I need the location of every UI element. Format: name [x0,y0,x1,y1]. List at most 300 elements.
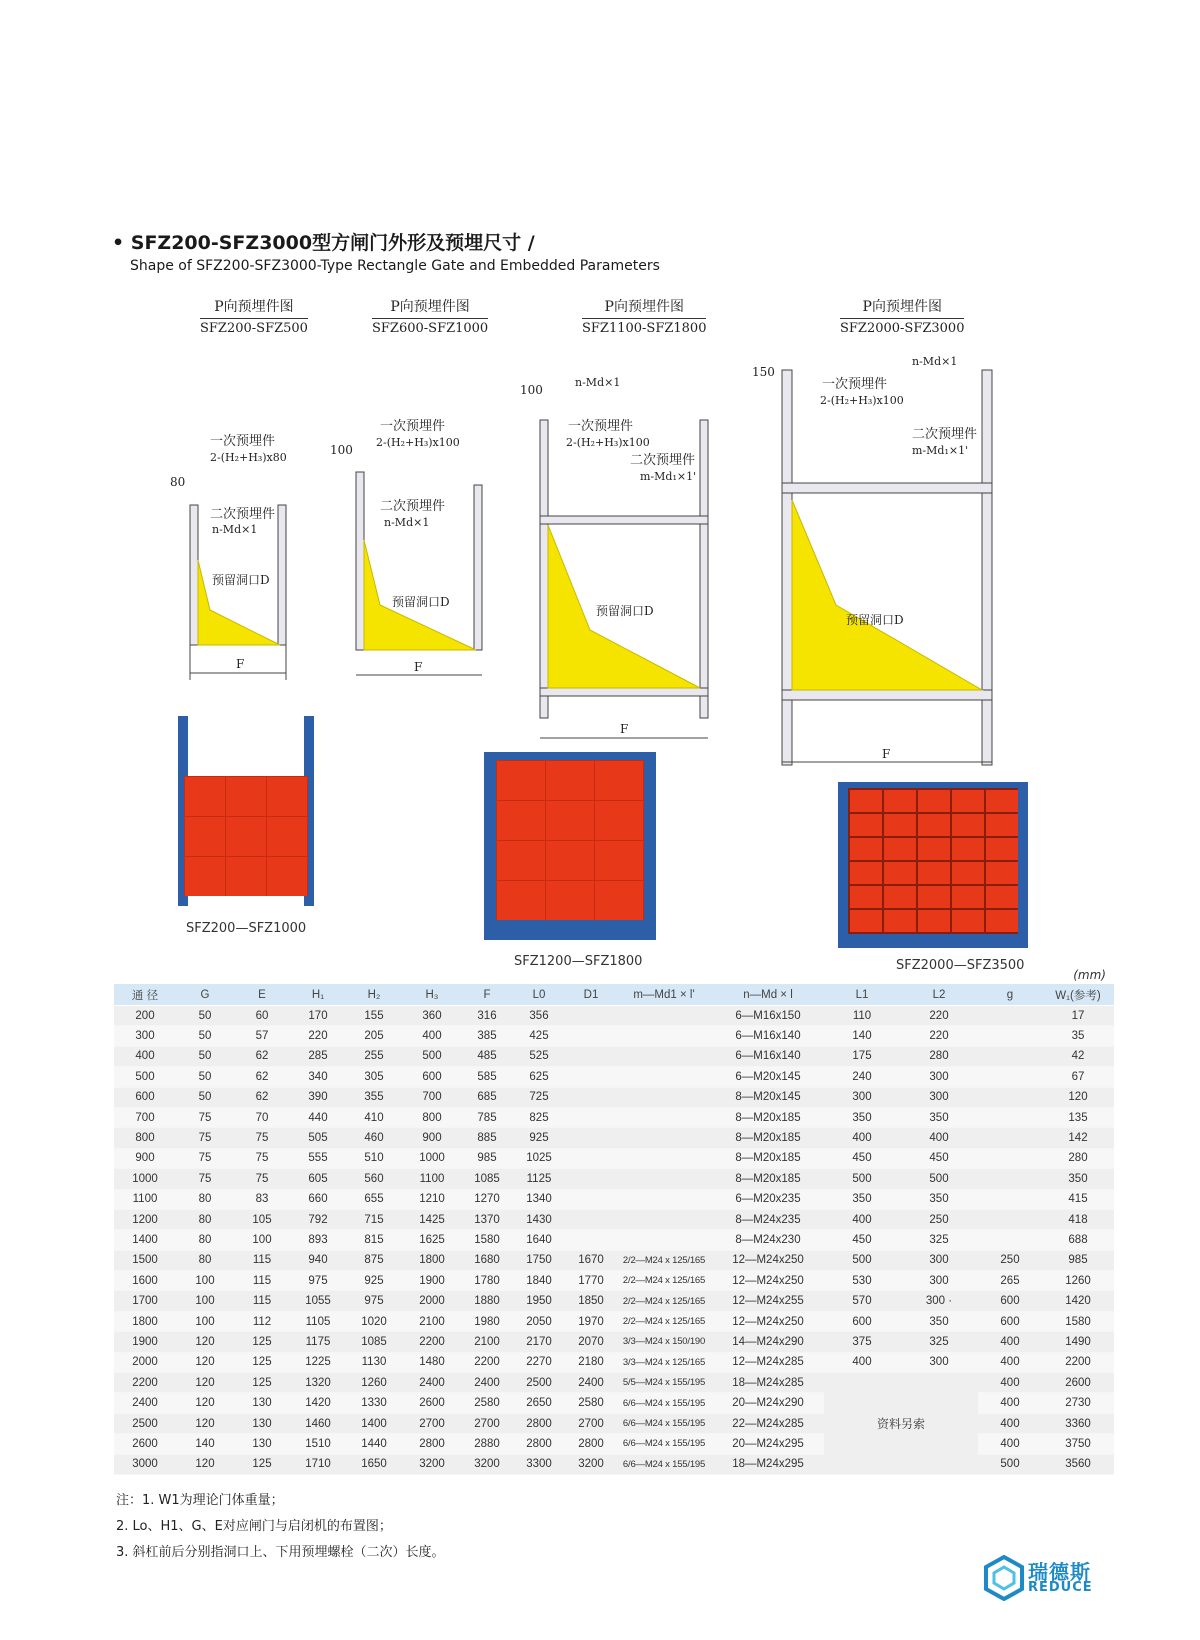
table-cell: 1055 [290,1291,346,1311]
table-cell: 715 [346,1209,402,1229]
table-cell: 50 [176,1046,234,1066]
drawing-title-2: P向预埋件图 SFZ600-SFZ1000 [372,296,488,336]
table-cell: 250 [978,1250,1042,1270]
table-cell: 900 [114,1148,176,1168]
table-cell: 300 [114,1026,176,1046]
table-cell: 75 [234,1169,290,1189]
table-cell: 17 [1042,1006,1114,1026]
gate-photo-3 [838,782,1028,948]
table-cell: 2500 [114,1413,176,1433]
col-header: E [234,984,290,1006]
col-header: F [462,984,512,1006]
table-cell: 1490 [1042,1332,1114,1352]
table-cell: 1200 [114,1209,176,1229]
table-cell: 300 [900,1250,978,1270]
table-row [114,1311,1114,1331]
table-cell: 3300 [512,1454,566,1474]
table-cell: 385 [462,1026,512,1046]
table-cell: 1420 [1042,1291,1114,1311]
table-cell: 1780 [462,1271,512,1291]
table-cell: 75 [176,1107,234,1127]
table-cell: 3200 [462,1454,512,1474]
note-3: 3. 斜杠前后分别指洞口上、下用预埋螺栓（二次）长度。 [116,1545,445,1560]
table-cell [616,1169,712,1189]
table-cell: 1580 [1042,1311,1114,1331]
table-cell: 120 [176,1454,234,1474]
table-cell: 415 [1042,1189,1114,1209]
table-cell: 62 [234,1046,290,1066]
table-cell: 700 [402,1087,462,1107]
table-cell: 1020 [346,1311,402,1331]
table-cell: 1270 [462,1189,512,1209]
table-cell: 2400 [566,1373,616,1393]
table-cell: 2180 [566,1352,616,1372]
table-cell: 205 [346,1026,402,1046]
table-cell [566,1169,616,1189]
table-cell [978,1067,1042,1087]
table-cell: 600 [978,1291,1042,1311]
table-cell: 140 [824,1026,900,1046]
table-cell: 35 [1042,1026,1114,1046]
table-cell: 12—M24x250 [712,1250,824,1270]
table-row [114,1271,1114,1291]
embedded-drawings [0,340,1200,780]
table-cell: 450 [900,1148,978,1168]
table-cell: 400 [824,1209,900,1229]
table-row [114,1332,1114,1352]
table-cell: 120 [176,1332,234,1352]
table-cell: 1880 [462,1291,512,1311]
table-cell: 280 [900,1046,978,1066]
table-cell: 8—M20x185 [712,1107,824,1127]
table-cell: 115 [234,1291,290,1311]
table-cell: 115 [234,1250,290,1270]
svg-text:n-Md×1: n-Md×1 [575,376,621,389]
svg-text:n-Md×1: n-Md×1 [212,523,258,536]
table-row [114,1189,1114,1209]
table-cell: 1640 [512,1230,566,1250]
table-cell: 60 [234,1006,290,1026]
unit-label: (mm) [1073,968,1106,982]
table-cell: 280 [1042,1148,1114,1168]
table-cell: 1625 [402,1230,462,1250]
table-cell: 985 [1042,1250,1114,1270]
table-cell: 170 [290,1006,346,1026]
table-cell: 140 [176,1434,234,1454]
table-cell: 3750 [1042,1434,1114,1454]
gate-photo-1 [178,716,314,906]
table-cell: 240 [824,1067,900,1087]
table-cell: 800 [114,1128,176,1148]
col-header: g [978,984,1042,1006]
table-cell [978,1026,1042,1046]
table-cell: 8—M24x230 [712,1230,824,1250]
table-cell [978,1006,1042,1026]
table-cell: 1900 [402,1271,462,1291]
table-cell: 5/5—M24 x 155/195 [616,1373,712,1393]
table-cell: 75 [176,1128,234,1148]
table-cell [566,1087,616,1107]
table-cell: 8—M20x185 [712,1128,824,1148]
table-cell: 1000 [402,1148,462,1168]
table-cell: 2400 [462,1373,512,1393]
table-cell: 625 [512,1067,566,1087]
table-cell: 1085 [346,1332,402,1352]
svg-text:预留洞口D: 预留洞口D [846,613,904,627]
frame-post-left-3 [540,420,548,718]
table-cell: 6—M20x235 [712,1189,824,1209]
table-cell: 1025 [512,1148,566,1168]
table-cell: 975 [290,1271,346,1291]
table-cell: 585 [462,1067,512,1087]
svg-text:n-Md×1: n-Md×1 [384,516,430,529]
table-cell: 8—M24x235 [712,1209,824,1229]
table-cell: 1260 [346,1373,402,1393]
table-cell: 1225 [290,1352,346,1372]
table-cell: 300 [900,1352,978,1372]
table-cell: 1950 [512,1291,566,1311]
table-cell: 6/6—M24 x 155/195 [616,1454,712,1474]
table-cell: 220 [290,1026,346,1046]
table-cell: 1175 [290,1332,346,1352]
svg-text:80: 80 [170,475,186,489]
table-cell: 2050 [512,1311,566,1331]
table-row [114,1087,1114,1107]
table-cell: 2270 [512,1352,566,1372]
table-cell [616,1006,712,1026]
table-cell: 1750 [512,1250,566,1270]
table-cell: 2800 [512,1413,566,1433]
table-cell: 1125 [512,1169,566,1189]
table-cell: 200 [114,1006,176,1026]
table-cell: 500 [114,1067,176,1087]
table-cell: 6—M16x140 [712,1046,824,1066]
table-header-row [114,984,1114,1006]
table-cell: 135 [1042,1107,1114,1127]
table-cell [566,1006,616,1026]
table-cell: 1460 [290,1413,346,1433]
col-header: D1 [566,984,616,1006]
table-cell: 12—M24x255 [712,1291,824,1311]
table-cell [978,1209,1042,1229]
table-cell: 1670 [566,1250,616,1270]
table-cell: 300 [900,1087,978,1107]
table-cell: 3/3—M24 x 150/190 [616,1332,712,1352]
table-cell: 305 [346,1067,402,1087]
table-cell: 1210 [402,1189,462,1209]
table-cell: 1480 [402,1352,462,1372]
table-cell: 80 [176,1189,234,1209]
table-cell: 12—M24x250 [712,1311,824,1331]
table-row [114,1169,1114,1189]
table-cell: 525 [512,1046,566,1066]
table-cell: 2600 [1042,1373,1114,1393]
brand-name-en: REDUCE [1028,1580,1093,1595]
table-cell [616,1026,712,1046]
table-row [114,1373,1114,1393]
table-cell: 1100 [402,1169,462,1189]
frame-post-left-4 [782,370,792,765]
table-cell: 400 [978,1373,1042,1393]
table-cell: 6—M16x140 [712,1026,824,1046]
table-row [114,1107,1114,1127]
table-cell: 325 [900,1230,978,1250]
table-cell: 18—M24x285 [712,1373,824,1393]
table-cell: 1710 [290,1454,346,1474]
table-cell: 1330 [346,1393,402,1413]
merged-note-cell: 资料另索 [824,1373,978,1475]
label-primary-4: 一次预埋件 [822,377,888,392]
table-row [114,1006,1114,1026]
table-cell: 8—M20x145 [712,1087,824,1107]
table-cell: 2200 [1042,1352,1114,1372]
col-header: 通 径 [114,984,176,1006]
table-cell: 700 [114,1107,176,1127]
table-cell [616,1209,712,1229]
table-cell: 505 [290,1128,346,1148]
table-cell [566,1209,616,1229]
table-cell: 100 [176,1311,234,1331]
table-cell: 460 [346,1128,402,1148]
table-cell: 1340 [512,1189,566,1209]
col-header: W₁(参考) [1042,984,1114,1006]
table-cell [616,1230,712,1250]
table-cell: 500 [900,1169,978,1189]
col-header: m—Md1 × l' [616,984,712,1006]
table-cell: 660 [290,1189,346,1209]
table-cell: 80 [176,1230,234,1250]
table-cell: 120 [176,1373,234,1393]
svg-text:m-Md₁×1': m-Md₁×1' [640,470,697,483]
col-header: L1 [824,984,900,1006]
table-cell: 120 [176,1393,234,1413]
table-cell: 50 [176,1067,234,1087]
col-header: L0 [512,984,566,1006]
table-cell [566,1067,616,1087]
table-cell: 2730 [1042,1393,1114,1413]
table-row [114,1148,1114,1168]
table-cell: 1105 [290,1311,346,1331]
table-cell: 20—M24x295 [712,1434,824,1454]
table-cell: 6/6—M24 x 155/195 [616,1413,712,1433]
table-cell: 12—M24x250 [712,1271,824,1291]
table-cell: 570 [824,1291,900,1311]
svg-text:预留洞口D: 预留洞口D [212,573,270,587]
table-cell: 400 [978,1332,1042,1352]
table-cell: 1580 [462,1230,512,1250]
table-cell: 1000 [114,1169,176,1189]
table-row [114,1026,1114,1046]
table-cell: 2700 [402,1413,462,1433]
table-cell: 350 [824,1189,900,1209]
table-cell: 120 [176,1352,234,1372]
table-cell: 62 [234,1087,290,1107]
table-cell: 2000 [114,1352,176,1372]
table-cell [566,1107,616,1127]
drawing-title-4: P向预埋件图 SFZ2000-SFZ3000 [840,296,964,336]
table-cell: 220 [900,1026,978,1046]
table-cell: 2100 [462,1332,512,1352]
table-cell: 440 [290,1107,346,1127]
table-cell [616,1046,712,1066]
table-cell: 1370 [462,1209,512,1229]
frame-post-right-2 [474,485,482,650]
table-cell [978,1046,1042,1066]
photo-caption-3: SFZ2000—SFZ3500 [896,958,1025,973]
table-cell: 1980 [462,1311,512,1331]
table-cell [566,1046,616,1066]
table-cell: 2800 [402,1434,462,1454]
table-cell: 1440 [346,1434,402,1454]
table-cell: 70 [234,1107,290,1127]
table-cell [616,1189,712,1209]
table-cell: 83 [234,1189,290,1209]
table-cell: 1840 [512,1271,566,1291]
table-cell [566,1189,616,1209]
table-cell: 1425 [402,1209,462,1229]
table-cell: 175 [824,1046,900,1066]
table-cell: 885 [462,1128,512,1148]
svg-text:2-(H₂+H₃)x100: 2-(H₂+H₃)x100 [566,436,650,449]
table-cell: 400 [824,1352,900,1372]
svg-text:100: 100 [330,443,353,457]
table-cell: 120 [176,1413,234,1433]
table-cell: 125 [234,1373,290,1393]
table-cell: 2400 [402,1373,462,1393]
table-cell: 100 [234,1230,290,1250]
table-cell: 3200 [402,1454,462,1474]
table-cell: 67 [1042,1067,1114,1087]
table-cell: 6/6—M24 x 155/195 [616,1434,712,1454]
label-secondary-3: 二次预埋件 [630,453,696,468]
svg-text:n-Md×1: n-Md×1 [912,355,958,368]
svg-text:2-(H₂+H₃)x100: 2-(H₂+H₃)x100 [376,436,460,449]
svg-text:F: F [414,660,423,674]
table-cell: 255 [346,1046,402,1066]
table-cell [978,1230,1042,1250]
table-row [114,1128,1114,1148]
table-cell: 725 [512,1087,566,1107]
table-cell [978,1087,1042,1107]
svg-text:预留洞口D: 预留洞口D [596,604,654,618]
table-cell: 500 [402,1046,462,1066]
table-cell: 1430 [512,1209,566,1229]
svg-text:2-(H₂+H₃)x100: 2-(H₂+H₃)x100 [820,394,904,407]
svg-text:m-Md₁×1': m-Md₁×1' [912,444,969,457]
table-cell: 600 [114,1087,176,1107]
table-cell: 605 [290,1169,346,1189]
table-cell: 600 [402,1067,462,1087]
table-cell [566,1128,616,1148]
col-header: G [176,984,234,1006]
table-cell: 2200 [462,1352,512,1372]
table-cell: 510 [346,1148,402,1168]
table-cell: 975 [346,1291,402,1311]
table-cell: 125 [234,1352,290,1372]
table-cell: 14—M24x290 [712,1332,824,1352]
table-cell: 2000 [402,1291,462,1311]
table-cell: 80 [176,1209,234,1229]
table-cell: 2880 [462,1434,512,1454]
table-row [114,1209,1114,1229]
table-cell: 12—M24x285 [712,1352,824,1372]
table-cell: 2800 [566,1434,616,1454]
table-cell: 390 [290,1087,346,1107]
table-cell: 75 [234,1128,290,1148]
table-cell: 985 [462,1148,512,1168]
svg-text:2-(H₂+H₃)x80: 2-(H₂+H₃)x80 [210,451,287,464]
table-cell: 1420 [290,1393,346,1413]
table-cell: 3360 [1042,1413,1114,1433]
table-cell: 130 [234,1434,290,1454]
table-cell: 1850 [566,1291,616,1311]
table-cell: 2400 [114,1393,176,1413]
table-cell: 75 [234,1148,290,1168]
table-cell: 2/2—M24 x 125/165 [616,1250,712,1270]
table-cell: 500 [824,1250,900,1270]
table-cell: 2200 [114,1373,176,1393]
col-header: L2 [900,984,978,1006]
table-cell: 100 [176,1291,234,1311]
table-cell: 785 [462,1107,512,1127]
page-title: • SFZ200-SFZ3000型方闸门外形及预埋尺寸 / [112,232,535,254]
table-cell [978,1169,1042,1189]
table-cell: 42 [1042,1046,1114,1066]
table-cell: 20—M24x290 [712,1393,824,1413]
note-2: 2. Lo、H1、G、E对应闸门与启闭机的布置图； [116,1519,392,1534]
table-cell: 1800 [114,1311,176,1331]
photo-caption-2: SFZ1200—SFZ1800 [514,954,643,969]
table-cell: 110 [824,1006,900,1026]
table-cell: 1100 [114,1189,176,1209]
col-header: n—Md × l [712,984,824,1006]
table-cell [616,1128,712,1148]
table-cell: 800 [402,1107,462,1127]
table-cell: 8—M20x185 [712,1148,824,1168]
label-primary-3: 一次预埋件 [568,419,634,434]
table-cell: 22—M24x285 [712,1413,824,1433]
svg-text:F: F [882,747,891,761]
table-cell [616,1067,712,1087]
table-cell: 2100 [402,1311,462,1331]
table-cell: 1600 [114,1271,176,1291]
label-secondary-1: 二次预埋件 [210,507,276,522]
table-cell: 57 [234,1026,290,1046]
table-cell: 3/3—M24 x 125/165 [616,1352,712,1372]
table-cell: 555 [290,1148,346,1168]
table-cell: 300 [900,1067,978,1087]
col-header: H₂ [346,984,402,1006]
table-cell: 925 [512,1128,566,1148]
table-cell: 340 [290,1067,346,1087]
table-cell: 125 [234,1454,290,1474]
table-cell: 50 [176,1087,234,1107]
table-cell: 50 [176,1026,234,1046]
table-cell: 350 [900,1107,978,1127]
table-cell: 400 [978,1352,1042,1372]
drawing-title-1: P向预埋件图 SFZ200-SFZ500 [200,296,308,336]
table-cell: 112 [234,1311,290,1331]
table-cell: 300 [900,1271,978,1291]
table-cell: 1400 [346,1413,402,1433]
table-cell: 1680 [462,1250,512,1270]
table-cell: 6—M20x145 [712,1067,824,1087]
table-cell: 220 [900,1006,978,1026]
label-secondary-2: 二次预埋件 [380,499,446,514]
table-cell: 1500 [114,1250,176,1270]
table-cell [978,1128,1042,1148]
table-cell: 1320 [290,1373,346,1393]
